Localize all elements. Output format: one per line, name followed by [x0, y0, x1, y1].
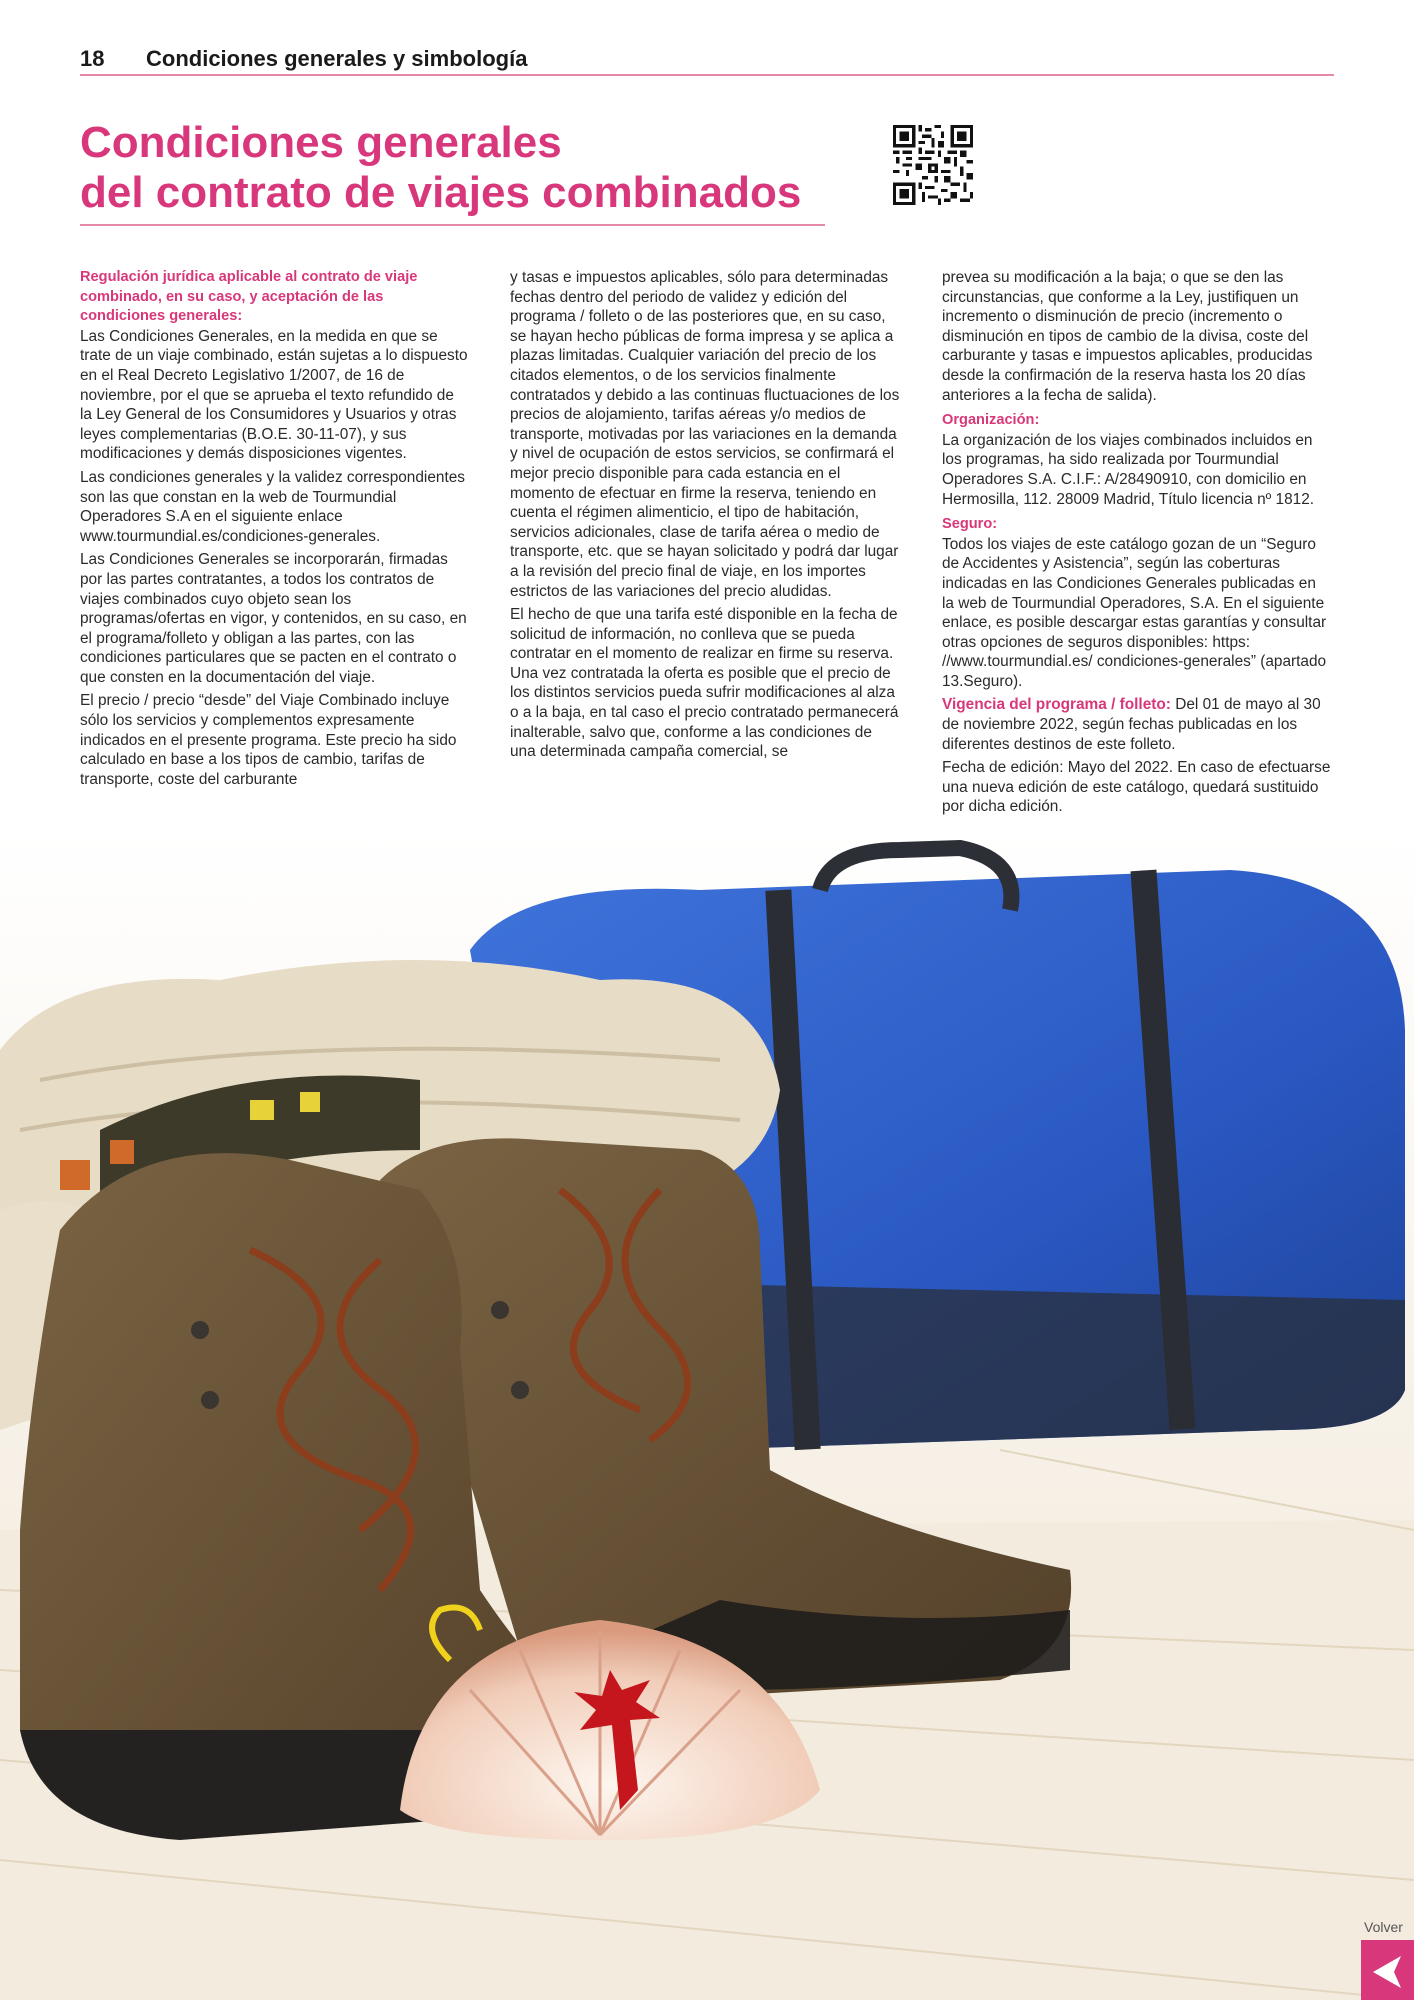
paragraph: La organización de los viajes combinados incluidos en los programas, ha sido realizada por Tourmundial Operadores S.A. C.I.F.: A/28490910, con domicilio en Hermosilla, 112. 28009 Madrid, Título licencia nº 1812.	[942, 431, 1315, 508]
paragraph: y tasas e impuestos aplicables, sólo para determinadas fechas dentro del periodo de validez y edición del programa / folleto o de las posteriores que, en su caso, se hayan hecho públicas de forma impresa y se aplica a plazas limitadas. Cualquier variación del precio de los citados elementos, o de los servicios finalmente contratados y debido a las continuas fluctuaciones de los precios de alojamiento, tarifas aéreas y/o medios de transporte, motivadas por las variaciones en la demanda y nivel de ocupación de estos servicios, se confirmará el mejor precio disponible para cada estancia en el momento de efectuar en firme la reserva, teniendo en cuenta el régimen alimenticio, el tipo de habitación, servicios adicionales, clase de tarifa aérea o medio de transporte, etc. que se hayan solicitado y podrá dar lugar a la revisión del precio final de viaje, en los importes estrictos de las variaciones del precio aludidas.	[510, 269, 900, 600]
section-heading-seguro: Seguro:	[942, 516, 998, 533]
page-number: 18	[80, 46, 105, 71]
qr-code-icon[interactable]	[893, 125, 973, 205]
column-3	[942, 268, 1332, 821]
column-1	[80, 268, 470, 793]
back-button[interactable]	[1361, 1940, 1414, 2000]
section-heading-vigencia: Vigencia del programa / folleto:	[942, 696, 1171, 714]
section-heading-organizacion: Organización:	[942, 412, 1040, 429]
paragraph: Las condiciones generales y la validez correspondientes son las que constan en la web de Tourmundial Operadores S.A en el siguiente enlace www.tourmundial.es/condiciones-generales.	[80, 468, 465, 545]
page-header	[80, 44, 1334, 76]
paragraph: Las Condiciones Generales, en la medida en que se trate de un viaje combinado, están sujetas a lo dispuesto en el Real Decreto Legislativo 1/2007, de 16 de noviembre, por el que se aprueba el texto refundido de la Ley General de los Consumidores y Usuarios y otras leyes complementarias (B.O.E. 30-11-07), y sus modificaciones y demás disposiciones vigentes.	[80, 327, 468, 463]
hiking-boots-photo	[0, 830, 1414, 2000]
section-heading-regulacion: Regulación jurídica aplicable al contrato de viaje combinado, en su caso, y aceptación de las condiciones generales:	[80, 269, 418, 325]
paragraph: El precio / precio “desde” del Viaje Combinado incluye sólo los servicios y complementos expresamente indicados en el presente programa. Este precio ha sido calculado en base a los tipos de cambio, tarifas de transporte, coste del carburante	[80, 692, 457, 788]
page-title-line-1: Condiciones generales	[80, 118, 562, 167]
paragraph: Las Condiciones Generales se incorporarán, firmadas por las partes contratantes, a todos los contratos de viajes combinados cuyo objeto sean los programas/ofertas en vigor, y contenidos, en su caso, en el programa/folleto y obligan a las partes, con las condiciones particulares que se pacten en el contrato o que consten en la documentación del viaje.	[80, 551, 467, 686]
paragraph: prevea su modificación a la baja; o que se den las circunstancias, que conforme a la Ley, justifiquen un incremento o disminución de precio (incremento o disminución en tipos de cambio de la divisa, coste del carburante y tasas e impuestos aplicables, producidas desde la confirmación de la reserva hasta los 20 días anteriores a la fecha de salida).	[942, 269, 1313, 404]
paragraph: Todos los viajes de este catálogo gozan de un “Seguro de Accidentes y Asistencia”, según las coberturas indicadas en las Condiciones Generales publicadas en la web de Tourmundial Operadores, S.A. En el siguiente enlace, es posible descargar estas garantías y consultar otras opciones de seguros disponibles: https: //www.tourmundial.es/ condiciones-generales” (apartado 13.Seguro).	[942, 535, 1327, 690]
section-title: Condiciones generales y simbología	[146, 46, 528, 71]
paragraph: Fecha de edición: Mayo del 2022. En caso de efectuarse una nueva edición de este catálogo, quedará sustituido por dicha edición.	[942, 759, 1331, 816]
page-title-line-2: del contrato de viajes combinados	[80, 168, 802, 217]
page-title	[80, 118, 825, 226]
vigencia-text: Del 01 de mayo al 30 de noviembre 2022, según fechas publicadas en los diferentes destinos de este folleto.	[942, 696, 1321, 753]
column-2	[510, 268, 900, 766]
paragraph: El hecho de que una tarifa esté disponible en la fecha de solicitud de información, no conlleva que se pueda contratar en el momento de realizar en firme su reserva. Una vez contratada la oferta es posible que el precio de los distintos servicios pueda sufrir modificaciones al alza o a la baja, en tal caso el precio contratado permanecerá inalterable, salvo que, conforme a las condiciones de una determinada campaña comercial, se	[510, 606, 899, 761]
back-arrow-icon	[1373, 1956, 1401, 1988]
back-label[interactable]: Volver	[1364, 1919, 1403, 1935]
paragraph-vigencia	[942, 695, 1332, 754]
